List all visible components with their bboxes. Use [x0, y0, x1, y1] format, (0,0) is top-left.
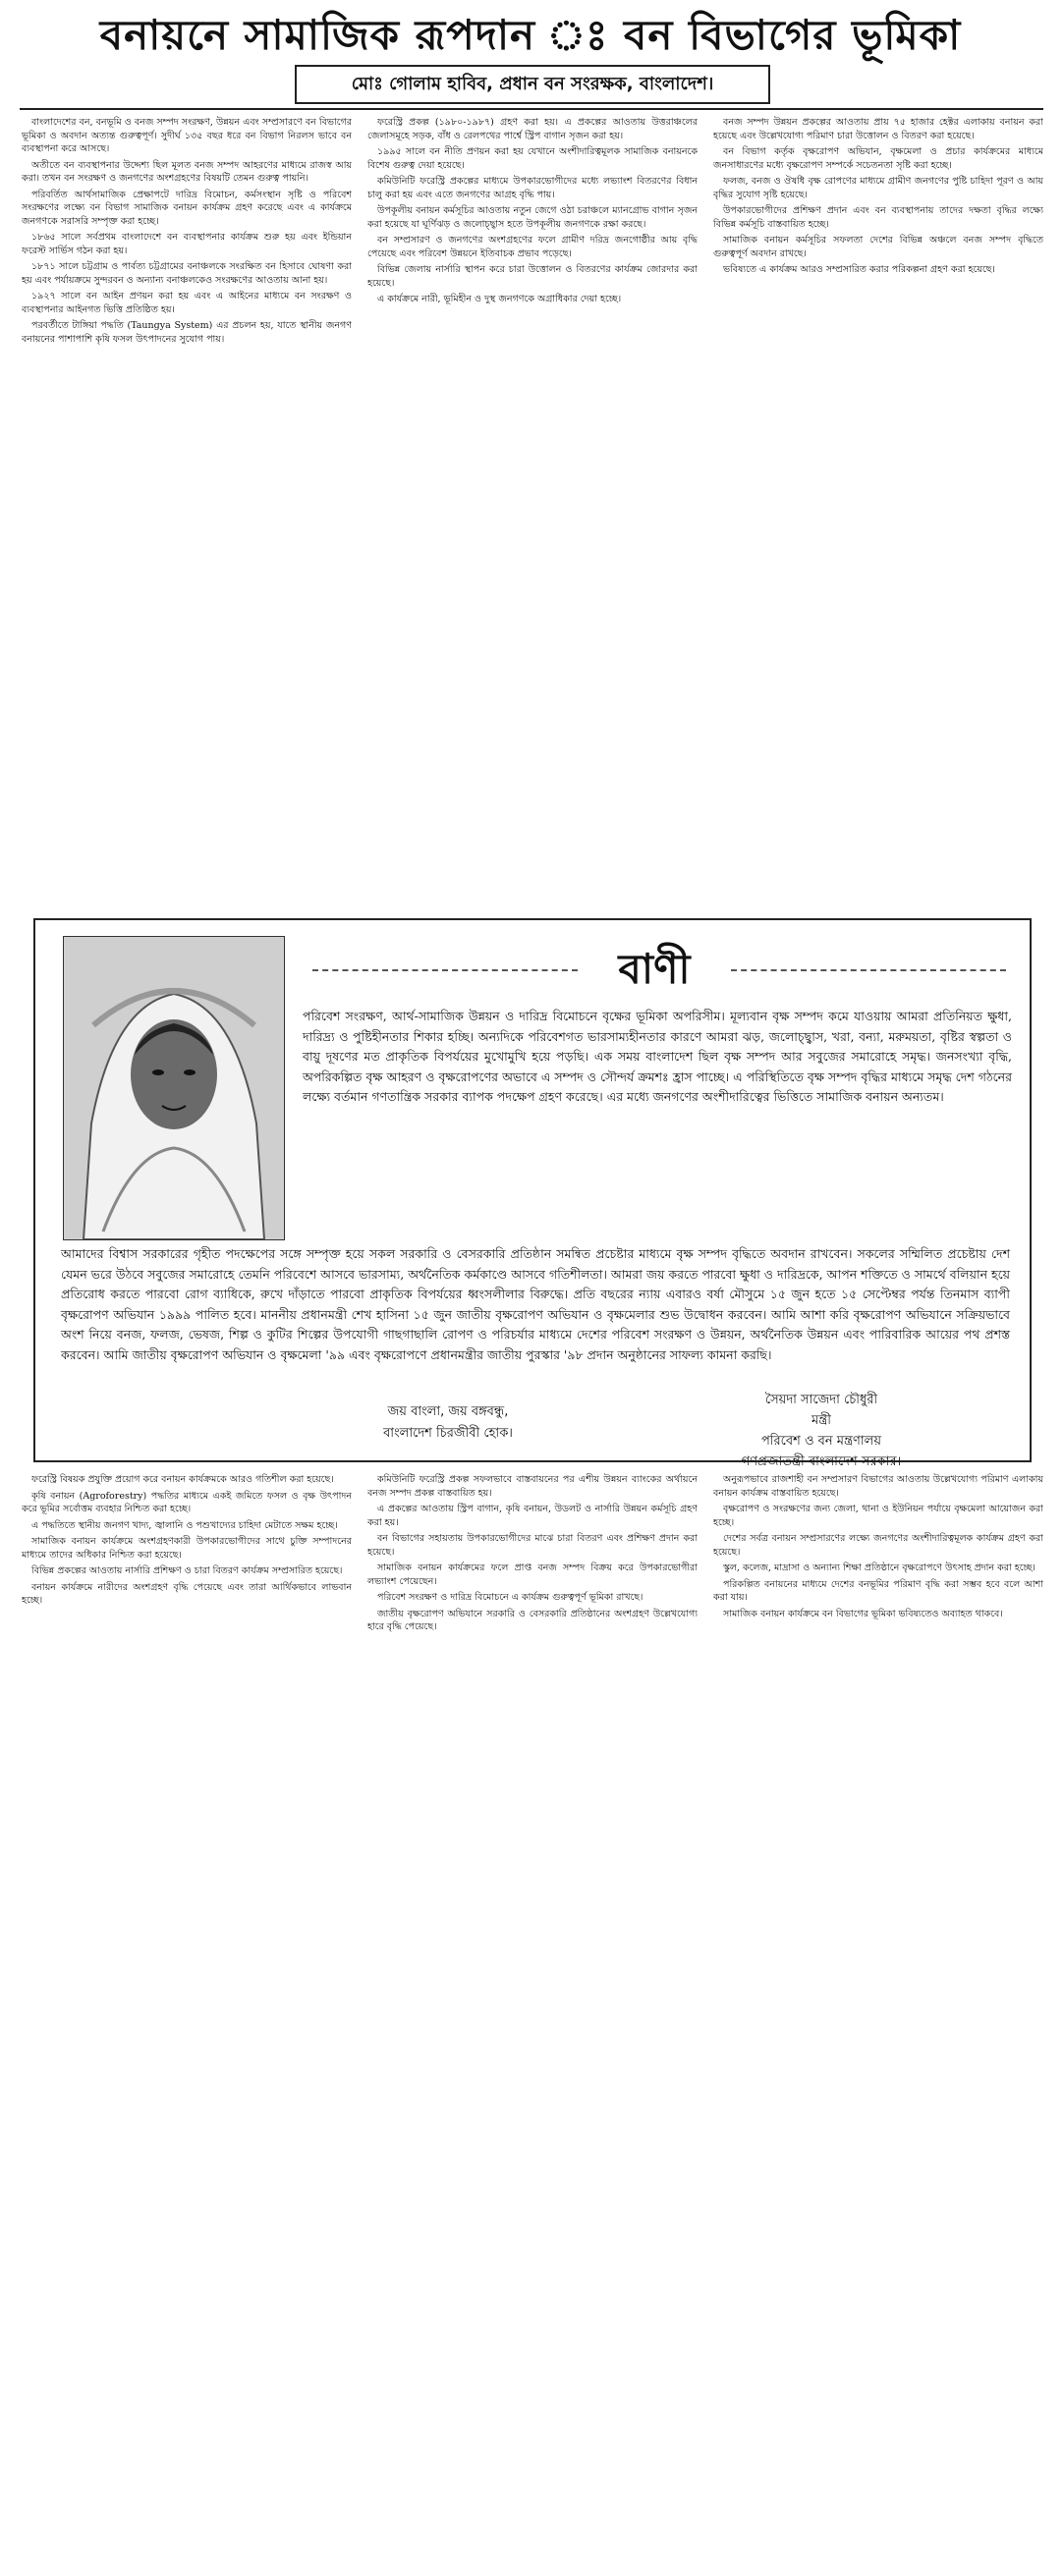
article-paragraph: দেশের সর্বত্র বনায়ন সম্প্রসারণের লক্ষ্যে জনগণের অংশীদারিত্বমূলক কার্যক্রম গ্রহণ করা হয়েছে।: [713, 1533, 1043, 1558]
article-column: [713, 1473, 1043, 2563]
signatory-government: গণপ্রজাতন্ত্রী বাংলাদেশ সরকার।: [741, 1454, 902, 1469]
article-paragraph: বিভিন্ন প্রকল্পের আওতায় নার্সারি প্রশিক্ষণ ও চারা বিতরণ কার্যক্রম সম্প্রসারিত হয়েছে।: [31, 1565, 343, 1576]
article-paragraph: ফরেস্ট্রি প্রকল্প (১৯৮০-১৯৮৭) গ্রহণ করা হয়। এ প্রকল্পের আওতায় উত্তরাঞ্চলের জেলাসমূহে সড়ক, বাঁধ ও রেলপথের পার্শ্বে স্ট্রিপ বাগান সৃজন করা হয়।: [367, 117, 698, 141]
message-text: আমাদের বিশ্বাস সরকারের গৃহীত পদক্ষেপের সঙ্গে সম্পৃক্ত হয়ে সকল সরকারি ও বেসরকারি প্রতিষ্ঠান সমন্বিত প্রচেষ্টার মাধ্যমে বৃক্ষ সম্পদ বৃদ্ধিতে অবদান রাখবেন। সকলের সম্মিলিত প্রচেষ্টায় দেশ যেমন ভরে উঠবে সবুজের সমারোহে তেমনি পরিবেশে আসবে ভারসাম্য, অর্থনৈতিক কর্মকাণ্ডে আসবে গতিশীলতা। আমরা জয় করতে পারবো ক্ষুধা ও দারিদ্রকে, আপন শক্তিতে ও সামর্থে বলিয়ান হয়ে প্রতিরোধ করতে পারবো রোগ ব্যাধিকে, রুখে দাঁড়াতে পারবো প্রাকৃতিক বিপর্যয়ের ধ্বংসলীলার বিরুদ্ধে। প্রতি বছরের ন্যায় এবারও বর্ষা মৌসুমে ১৫ জুন হতে ১৫ সেপ্টেম্বর পর্যন্ত তিনমাস ব্যাপী বৃক্ষরোপণ অভিযান ১৯৯৯ পালিত হবে। মাননীয় প্রধানমন্ত্রী শেখ হাসিনা ১৫ জুন জাতীয় বৃক্ষরোপণ অভিযান ও বৃক্ষমেলার শুভ উদ্বোধন করবেন। আমি আশা করি বৃক্ষরোপণ অভিযানে সক্রিয়ভাবে অংশ নিয়ে বনজ, ফলজ, ভেষজ, শিল্প ও কুটির শিল্পের উপযোগী গাছগাছালি রোপণ ও পরিচর্যার মাধ্যমে দেশের পরিবেশ সংরক্ষণ ও উন্নয়ন, অর্থনৈতিক উন্নয়ন এবং পারিবারিক আয়ের পথ প্রশস্ত করবেন। আমি জাতীয় বৃক্ষরোপণ অভিযান ও বৃক্ষমেলা '৯৯ এবং বৃক্ষরোপণে প্রধানমন্ত্রীর জাতীয় পুরস্কার '৯৮ প্রদান অনুষ্ঠানের সাফল্য কামনা করছি।: [61, 1246, 1010, 1362]
article-paragraph: বন বিভাগের সহায়তায় উপকারভোগীদের মাঝে চারা বিতরণ এবং প্রশিক্ষণ প্রদান করা হয়েছে।: [367, 1533, 698, 1558]
article-paragraph: ১৮৬৫ সালে সর্বপ্রথম বাংলাদেশে বন ব্যবস্থাপনার কার্যক্রম শুরু হয় এবং ইন্ডিয়ান ফরেস্ট সার্ভিস গঠন করা হয়।: [22, 232, 352, 256]
title-rule-left: [312, 969, 578, 971]
article-paragraph: বনজ সম্পদ উন্নয়ন প্রকল্পের আওতায় প্রায় ৭৫ হাজার হেক্টর এলাকায় বনায়ন করা হয়েছে এবং উল্লেখযোগ্য পরিমাণ চারা উত্তোলন ও বিতরণ করা হয়েছে।: [713, 117, 1043, 141]
closing-line: জয় বাংলা, জয় বঙ্গবন্ধু,: [387, 1404, 509, 1419]
article-paragraph: ১৮৭১ সালে চট্টগ্রাম ও পার্বত্য চট্টগ্রামের বনাঞ্চলকে সংরক্ষিত বন হিসাবে ঘোষণা করা হয় এবং পর্যায়ক্রমে সুন্দরবন ও অন্যান্য বনাঞ্চলকেও সংরক্ষণের আওতায় আনা হয়।: [22, 261, 352, 286]
article-paragraph: পরিবর্তিত আর্থসামাজিক প্রেক্ষাপটে দারিদ্র বিমোচন, কর্মসংস্থান সৃষ্টি ও পরিবেশ সংরক্ষণের লক্ষ্যে বন বিভাগ সামাজিক বনায়ন কার্যক্রম গ্রহণ করেছে এবং এ কার্যক্রমে জনগণকে সরাসরি সম্পৃক্ত করা হচ্ছে।: [22, 189, 352, 227]
article-paragraph: ১৯৯৫ সালে বন নীতি প্রণয়ন করা হয় যেখানে অংশীদারিত্বমূলক সামাজিক বনায়নকে বিশেষ গুরুত্ব দেয়া হয়েছে।: [367, 146, 698, 171]
article-paragraph: ফলজ, বনজ ও ঔষধি বৃক্ষ রোপণের মাধ্যমে গ্রামীণ জনগণের পুষ্টি চাহিদা পূরণ ও আয় বৃদ্ধির সুযোগ সৃষ্টি হয়েছে।: [713, 176, 1043, 200]
article-paragraph: পরিবেশ সংরক্ষণ ও দারিদ্র বিমোচনে এ কার্যক্রম গুরুত্বপূর্ণ ভূমিকা রাখছে।: [377, 1592, 643, 1603]
article-paragraph: এ প্রকল্পের আওতায় স্ট্রিপ বাগান, কৃষি বনায়ন, উডলট ও নার্সারি উন্নয়ন কর্মসূচি গ্রহণ করা হয়।: [367, 1504, 698, 1528]
signatory-name: সৈয়দা সাজেদা চৌধুরী: [764, 1393, 878, 1407]
article-paragraph: বিভিন্ন জেলায় নার্সারি স্থাপন করে চারা উত্তোলন ও বিতরণের কার্যক্রম জোরদার করা হয়েছে।: [367, 264, 698, 289]
message-title: বাণী: [586, 950, 723, 989]
article-paragraph: সামাজিক বনায়ন কার্যক্রমের ফলে প্রাপ্ত বনজ সম্পদ বিক্রয় করে উপকারভোগীরা লভ্যাংশ পেয়েছেন।: [367, 1562, 698, 1587]
article-headline: বনায়নে সামাজিক রূপদান ঃ বন বিভাগের ভূমিকা: [99, 11, 962, 59]
article-paragraph: কমিউনিটি ফরেস্ট্রি প্রকল্পের মাধ্যমে উপকারভোগীদের মধ্যে লভ্যাংশ বিতরণের বিধান চালু করা হয় এবং এতে জনগণের আগ্রহ বৃদ্ধি পায়।: [367, 176, 698, 200]
article-column: [367, 1473, 698, 2563]
article-paragraph: কৃষি বনায়ন (Agroforestry) পদ্ধতির মাধ্যমে একই জমিতে ফসল ও বৃক্ষ উৎপাদন করে ভূমির সর্বোত্তম ব্যবহার নিশ্চিত করা হচ্ছে।: [22, 1490, 352, 1514]
article-paragraph: অতীতে বন ব্যবস্থাপনার উদ্দেশ্য ছিল মূলত বনজ সম্পদ আহরণের মাধ্যমে রাজস্ব আয় করা। তখন বন সংরক্ষণ ও জনগণের অংশগ্রহণের বিষয়টি তেমন গুরুত্ব পায়নি।: [22, 159, 352, 184]
message-paragraph-full: [61, 1244, 1010, 1365]
article-paragraph: বন বিভাগ কর্তৃক বৃক্ষরোপণ অভিযান, বৃক্ষমেলা ও প্রচার কার্যক্রমের মাধ্যমে জনসাধারণের মধ্যে বৃক্ষরোপণ সম্পর্কে সচেতনতা সৃষ্টি করা হচ্ছে।: [713, 146, 1043, 171]
article-paragraph: স্কুল, কলেজ, মাদ্রাসা ও অন্যান্য শিক্ষা প্রতিষ্ঠানে বৃক্ষরোপণে উৎসাহ প্রদান করা হচ্ছে।: [723, 1562, 1035, 1573]
message-text: পরিবেশ সংরক্ষণ, আর্থ-সামাজিক উন্নয়ন ও দারিদ্র বিমোচনে বৃক্ষের ভূমিকা অপরিসীম। মূল্যবান বৃক্ষ সম্পদ কমে যাওয়ায় আমরা প্রতিনিয়ত ক্ষুধা, দারিদ্র্য ও পুষ্টিহীনতার শিকার হচ্ছি। অন্যদিকে পরিবেশগত ভারসাম্যহীনতার কারণে আমরা ঝড়, জলোচ্ছ্বাস, খরা, বন্যা, মরুময়তা, বৃষ্টির স্বল্পতা ও বায়ু দূষণের মত প্রাকৃতিক বিপর্যয়ের মুখোমুখি হয়ে পড়ছি। এক সময় বাংলাদেশ ছিল বৃক্ষ সম্পদ আর সবুজের সমারোহে সমৃদ্ধ। জনসংখ্যা বৃদ্ধি, অপরিকল্পিত বৃক্ষ আহরণ ও বৃক্ষরোপণের অভাবে এ সম্পদ ও সৌন্দর্য ক্রমশঃ হ্রাস পাচ্ছে। এ পরিস্থিতিতে বৃক্ষ সম্পদ বৃদ্ধির মাধ্যমে সমৃদ্ধ দেশ গঠনের লক্ষ্যে বর্তমান গণতান্ত্রিক সরকার ব্যাপক পদক্ষেপ গ্রহণ করেছে। এর মধ্যে জনগণের অংশীদারিত্বের ভিত্তিতে সামাজিক বনায়ন অন্যতম।: [303, 1009, 1012, 1104]
signatory-title: মন্ত্রী: [811, 1413, 831, 1428]
article-paragraph: অনুরূপভাবে রাজশাহী বন সম্প্রসারণ বিভাগের আওতায় উল্লেখযোগ্য পরিমাণ এলাকায় বনায়ন কার্যক্রম বাস্তবায়িত হয়েছে।: [713, 1474, 1043, 1499]
signatory-ministry: পরিবেশ ও বন মন্ত্রণালয়: [760, 1434, 882, 1449]
article-paragraph: এ পদ্ধতিতে স্থানীয় জনগণ খাদ্য, জ্বালানি ও পশুখাদ্যের চাহিদা মেটাতে সক্ষম হচ্ছে।: [31, 1519, 338, 1531]
article-paragraph: পরিকল্পিত বনায়নের মাধ্যমে দেশের বনভূমির পরিমাণ বৃদ্ধি করা সম্ভব হবে বলে আশা করা যায়।: [713, 1578, 1043, 1603]
article-byline: মোঃ গোলাম হাবিব, প্রধান বন সংরক্ষক, বাংলাদেশ।: [295, 65, 770, 104]
article-paragraph: বন সম্প্রসারণ ও জনগণের অংশগ্রহণের ফলে গ্রামীণ দরিদ্র জনগোষ্ঠীর আয় বৃদ্ধি পেয়েছে এবং পরিবেশ উন্নয়নে ইতিবাচক প্রভাব পড়েছে।: [367, 235, 698, 259]
article-paragraph: ভবিষ্যতে এ কার্যক্রম আরও সম্প্রসারিত করার পরিকল্পনা গ্রহণ করা হয়েছে।: [723, 264, 995, 275]
minister-portrait-image: [63, 936, 285, 1240]
minister-message-box: [33, 918, 1032, 1469]
headline-rule: [20, 108, 1043, 110]
article-paragraph: কমিউনিটি ফরেস্ট্রি প্রকল্প সফলভাবে বাস্তবায়নের পর এশীয় উন্নয়ন ব্যাংকের অর্থায়নে বনজ সম্পদ প্রকল্প বাস্তবায়িত হয়।: [367, 1474, 698, 1499]
article-paragraph: বাংলাদেশের বন, বনভূমি ও বনজ সম্পদ সংরক্ষণ, উন্নয়ন এবং সম্প্রসারণে বন বিভাগের ভূমিকা ও অবদান অত্যন্ত গুরুত্বপূর্ণ। সুদীর্ঘ ১৩৫ বছর ধরে বন বিভাগ নিরলস ভাবে বন ব্যবস্থাপনা করে আসছে।: [22, 117, 352, 154]
article-paragraph: সামাজিক বনায়ন কর্মসূচির সফলতা দেশের বিভিন্ন অঞ্চলে বনজ সম্পদ বৃদ্ধিতে গুরুত্বপূর্ণ অবদান রাখছে।: [713, 235, 1043, 259]
article-column: [367, 116, 698, 902]
message-title-row: [303, 945, 1010, 993]
article-paragraph: বৃক্ষরোপণ ও সংরক্ষণের জন্য জেলা, থানা ও ইউনিয়ন পর্যায়ে বৃক্ষমেলা আয়োজন করা হচ্ছে।: [713, 1504, 1043, 1528]
article-paragraph: বনায়ন কার্যক্রমে নারীদের অংশগ্রহণ বৃদ্ধি পেয়েছে এবং তারা আর্থিকভাবে লাভবান হচ্ছে।: [22, 1581, 352, 1606]
article-paragraph: সামাজিক বনায়ন কার্যক্রমে অংশগ্রহণকারী উপকারভোগীদের সাথে চুক্তি সম্পাদনের মাধ্যমে তাদের অধিকার নিশ্চিত করা হয়েছে।: [22, 1536, 352, 1561]
article-column: [713, 116, 1043, 902]
article-paragraph: উপকারভোগীদের প্রশিক্ষণ প্রদান এবং বন ব্যবস্থাপনায় তাদের দক্ষতা বৃদ্ধির লক্ষ্যে বিভিন্ন কর্মসূচি বাস্তবায়িত হচ্ছে।: [713, 205, 1043, 230]
portrait-icon: [64, 937, 284, 1239]
message-closing: [291, 1401, 605, 1445]
article-column: [22, 1473, 352, 2563]
message-paragraph-top: [303, 1007, 1012, 1108]
article-paragraph: উপকূলীয় বনায়ন কর্মসূচির আওতায় নতুন জেগে ওঠা চরাঞ্চলে ম্যানগ্রোভ বাগান সৃজন করা হয়েছে যা ঘূর্ণিঝড় ও জলোচ্ছ্বাস হতে উপকূলীয় জনগণকে রক্ষা করছে।: [367, 205, 698, 230]
signature-block: [644, 1390, 998, 1472]
article-column: [22, 116, 352, 902]
title-rule-right: [731, 969, 1006, 971]
article-paragraph: ১৯২৭ সালে বন আইন প্রণয়ন করা হয় এবং এ আইনের মাধ্যমে বন সংরক্ষণ ও ব্যবস্থাপনার আইনগত ভিত্তি প্রতিষ্ঠিত হয়।: [22, 291, 352, 315]
article-paragraph: ফরেস্ট্রি বিষয়ক প্রযুক্তি প্রয়োগ করে বনায়ন কার্যক্রমকে আরও গতিশীল করা হয়েছে।: [31, 1474, 334, 1485]
article-paragraph: পরবর্তীতে টাঙ্গিয়া পদ্ধতি (Taungya System) এর প্রচলন হয়, যাতে স্থানীয় জনগণ বনায়নের পাশাপাশি কৃষি ফসল উৎপাদনের সুযোগ পায়।: [22, 320, 352, 345]
article-paragraph: সামাজিক বনায়ন কার্যক্রমে বন বিভাগের ভূমিকা ভবিষ্যতেও অব্যাহত থাকবে।: [723, 1608, 1003, 1619]
closing-line: বাংলাদেশ চিরজীবী হোক।: [383, 1426, 513, 1441]
top-article-columns: [22, 116, 1043, 902]
article-paragraph: এ কার্যক্রমে নারী, ভূমিহীন ও দুস্থ জনগণকে অগ্রাধিকার দেয়া হচ্ছে।: [377, 294, 622, 304]
article-paragraph: জাতীয় বৃক্ষরোপণ অভিযানে সরকারি ও বেসরকারি প্রতিষ্ঠানের অংশগ্রহণ উল্লেখযোগ্য হারে বৃদ্ধি পেয়েছে।: [367, 1608, 698, 1632]
bottom-article-columns: [22, 1473, 1043, 2563]
